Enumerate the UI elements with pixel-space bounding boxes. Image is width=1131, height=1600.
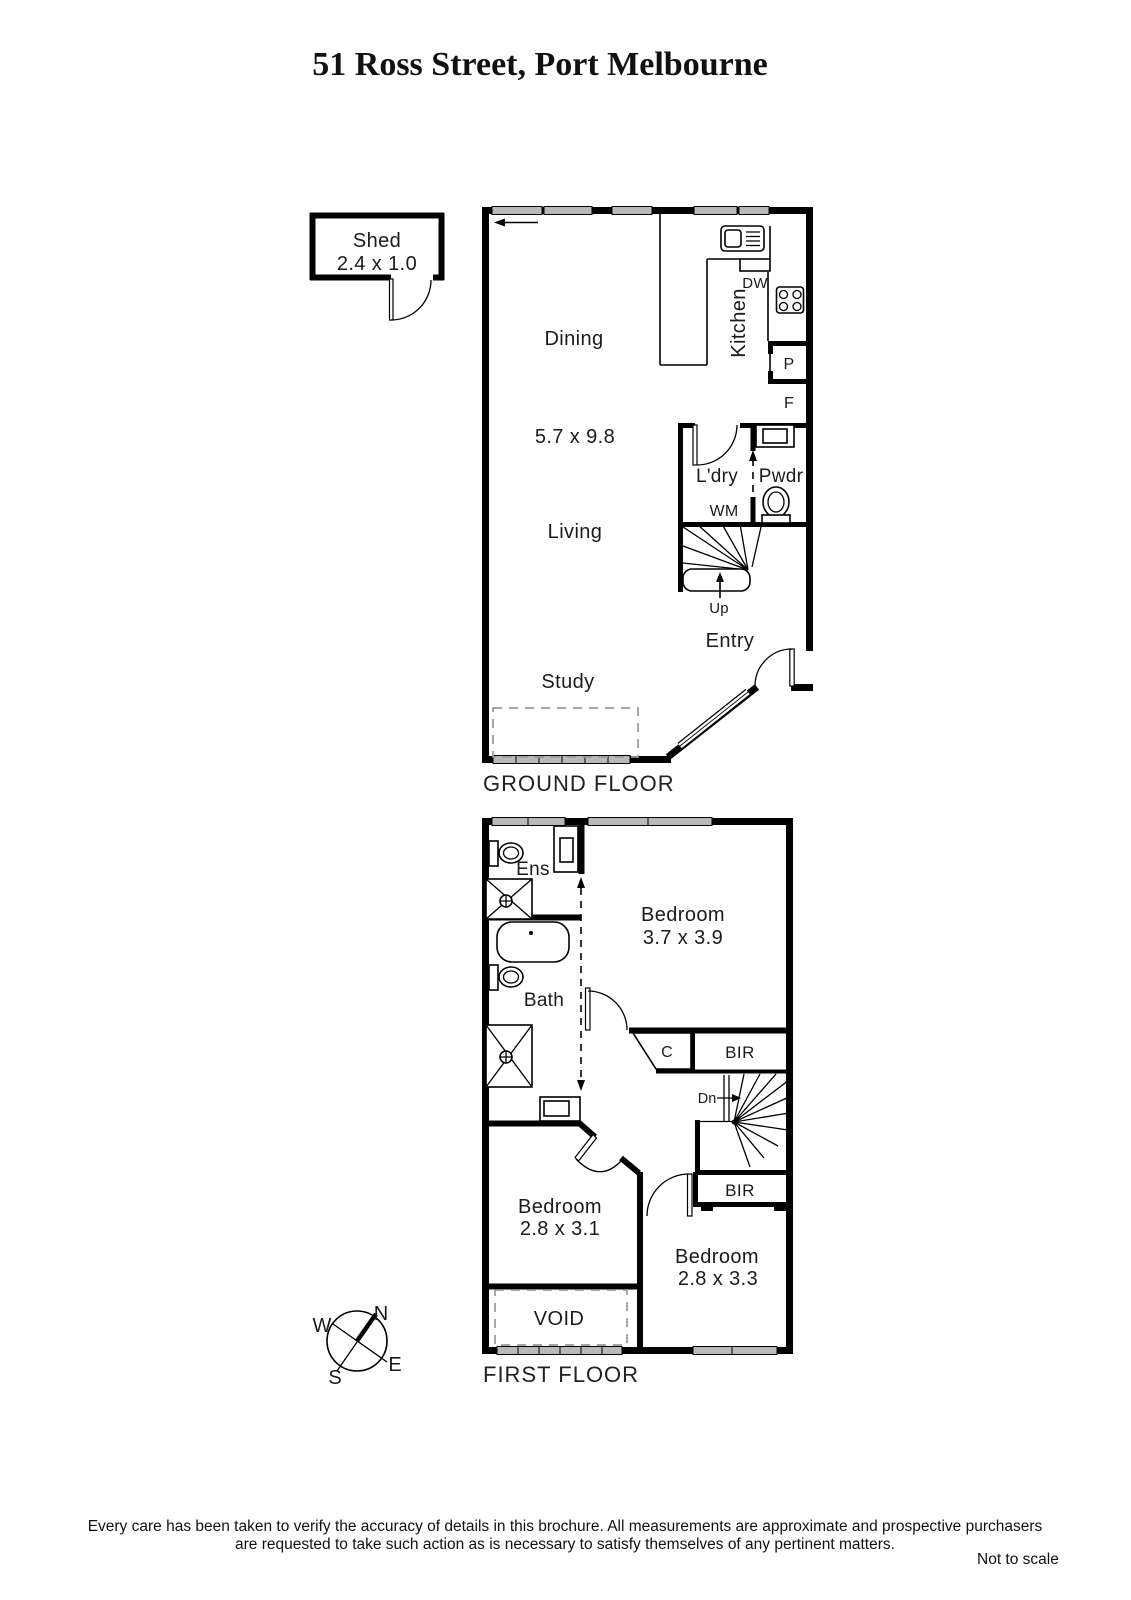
- ens-shower-icon: [486, 879, 532, 919]
- disclaimer-line2: are requested to take such action as is necessary to satisfy themselves of any pertinent matters.: [235, 1536, 895, 1553]
- compass-n: N: [373, 1303, 389, 1325]
- robe-jamb: [774, 1204, 786, 1211]
- shed-label: Shed: [352, 230, 402, 252]
- room-dims-bed1: 3.7 x 3.9: [642, 927, 724, 949]
- bath-basin-icon: [540, 1097, 580, 1121]
- bath-shower-icon: [486, 1025, 532, 1087]
- compass-e: E: [388, 1354, 402, 1376]
- study-dashed-area: [493, 708, 638, 757]
- powder-entry-arrow: [749, 450, 757, 505]
- room-label-kitchen: Kitchen: [728, 288, 750, 358]
- laundry-door-arc: [693, 425, 737, 465]
- label-dn: Dn: [697, 1091, 717, 1107]
- label-up: Up: [709, 600, 729, 617]
- compass-w: W: [312, 1315, 332, 1337]
- bedroom2-door-arc: [575, 1135, 622, 1172]
- label-closet-c: C: [661, 1044, 673, 1061]
- room-label-ens: Ens: [516, 859, 550, 880]
- room-dims-bed2: 2.8 x 3.1: [519, 1218, 601, 1240]
- cooktop-icon: [777, 287, 804, 313]
- label-void: VOID: [533, 1308, 585, 1330]
- powder-basin-icon: [756, 425, 794, 447]
- room-dims-bed3: 2.8 x 3.3: [677, 1268, 759, 1290]
- room-label-bed1: Bedroom: [641, 904, 725, 926]
- bathtub-icon: [497, 922, 569, 962]
- hall-passage-arrow: [577, 877, 585, 1091]
- label-dw: DW: [742, 275, 768, 292]
- ground-floor-title: GROUND FLOOR: [483, 771, 675, 796]
- left-arrow-icon: [494, 219, 538, 227]
- room-label-entry: Entry: [705, 630, 755, 652]
- compass-s: S: [328, 1367, 342, 1389]
- disclaimer-line1: Every care has been taken to verify the accuracy of details in this brochure. All measurements are approximate and prospective purchasers: [87, 1518, 1043, 1535]
- shed-door-arc: [390, 279, 432, 320]
- room-label-ldry: L'dry: [695, 466, 739, 487]
- room-dims-ground: 5.7 x 9.8: [534, 426, 616, 448]
- stairs-down: [697, 1074, 789, 1167]
- page-title: 51 Ross Street, Port Melbourne: [312, 46, 768, 83]
- first-floor-title: FIRST FLOOR: [483, 1362, 640, 1387]
- entry-door-arc: [755, 649, 794, 686]
- bedroom3-door-arc: [647, 1174, 692, 1216]
- room-label-bath: Bath: [523, 990, 565, 1011]
- compass-icon: [313, 1303, 402, 1389]
- room-label-bed2: Bedroom: [518, 1196, 602, 1218]
- bedroom1-door-arc: [586, 988, 628, 1030]
- bath-toilet-icon: [489, 965, 523, 990]
- first-floor-plan: [482, 818, 793, 1388]
- ground-diagonal-window: [680, 692, 748, 746]
- room-label-study: Study: [541, 671, 595, 693]
- room-label-living: Living: [547, 521, 603, 543]
- room-label-bed3: Bedroom: [675, 1246, 759, 1268]
- robe-jamb: [701, 1204, 713, 1211]
- shed-dims: 2.4 x 1.0: [336, 253, 418, 275]
- ens-vanity-icon: [554, 826, 578, 872]
- label-wm: WM: [709, 503, 739, 520]
- room-label-pwdr: Pwdr: [758, 466, 804, 487]
- label-bir1: BIR: [725, 1043, 755, 1062]
- label-bir2: BIR: [725, 1181, 755, 1200]
- sink-icon: [721, 226, 764, 251]
- dishwasher-icon: [740, 259, 770, 271]
- ground-floor-plan: [482, 207, 813, 797]
- not-to-scale: Not to scale: [977, 1551, 1059, 1568]
- label-fridge: F: [783, 395, 795, 412]
- stairs-up: [683, 524, 761, 598]
- shed: [310, 213, 444, 320]
- label-pantry: P: [783, 356, 795, 373]
- toilet-icon: [762, 487, 790, 523]
- room-label-dining: Dining: [544, 328, 604, 350]
